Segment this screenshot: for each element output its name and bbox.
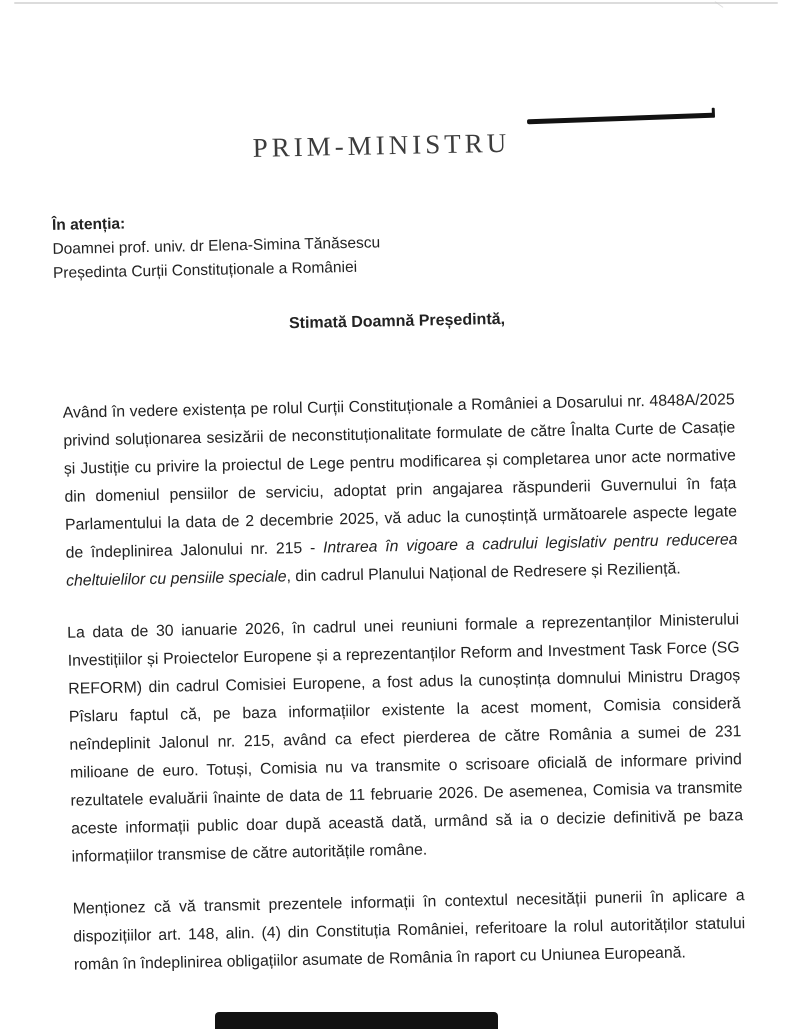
recipient-name: Doamnei prof. univ. dr Elena-Simina Tănăsescu xyxy=(52,234,381,258)
letter-content xyxy=(51,0,746,980)
paragraph-1-closing: , din cadrul Planului Național de Redresere și Reziliență. xyxy=(286,560,681,586)
salutation: Stimată Doamnă Președintă, xyxy=(288,310,506,333)
letterhead-title: PRIM-MINISTRU xyxy=(252,127,511,163)
paragraph-1-text: Având în vedere existența pe rolul Curții Constituționale a României a Dosarului nr. 4848A/2025 privind soluționarea sesizării de neconstituționalitate formulate de către Înalta Curte de Casație și Justiție cu privire la proiectul de Lege pentru modificarea și completarea unor acte normative din domeniul pensiilor de serviciu, adoptat prin angajarea răspunderii Guvernului în fața Parlamentului la data de 2 decembrie 2025, vă aduc la cunoștință următoarele aspecte legate de îndeplinirea Jalonului nr. 215 - xyxy=(62,391,738,562)
paragraph-1-milestone-title: Intrarea în vigoare a cadrului legislativ pentru reducerea cheltuielilor cu pensiile speciale xyxy=(65,531,738,590)
paragraph-2: La data de 30 ianuarie 2026, în cadrul unei reuniuni formale a reprezentanților Ministerului Investițiilor și Proiectelor Europene și a reprezentanților Reform and Investment Task Force (SG REFORM) din cadrul Comisiei Europene, a fost adus la cunoștința domnului Ministru Dragoș Pîslaru faptul că, pe baza informațiilor existente la acest moment, Comisia consideră neîndeplinit Jalonul nr. 215, având ca efect pierderea de către România a sumei de 231 milioane de euro. Totuși, Comisia nu va transmite o scrisoare oficială de informare privind rezultatele evaluării înainte de data de 11 februarie 2026. De asemenea, Comisia va transmite aceste informații public doar după această dată, urmând să ia o decizie definitivă pe baza informațiilor transmise de către autoritățile române. xyxy=(67,611,744,866)
paragraph-1 xyxy=(63,386,739,595)
attention-label: În atenția: xyxy=(51,215,126,234)
recipient-block xyxy=(52,200,732,286)
recipient-title: Președinta Curții Constituționale a României xyxy=(52,258,358,282)
redaction-bar-bottom xyxy=(215,1012,498,1029)
paragraph-3: Menționez că vă transmit prezentele informații în contextul necesității punerii în aplicare a dispozițiilor art. 148, alin. (4) din Constituția României, referitoare la rolul autorităților statului român în îndeplinirea obligațiilor asumate de România în raport cu Uniunea Europeană. xyxy=(72,887,746,974)
